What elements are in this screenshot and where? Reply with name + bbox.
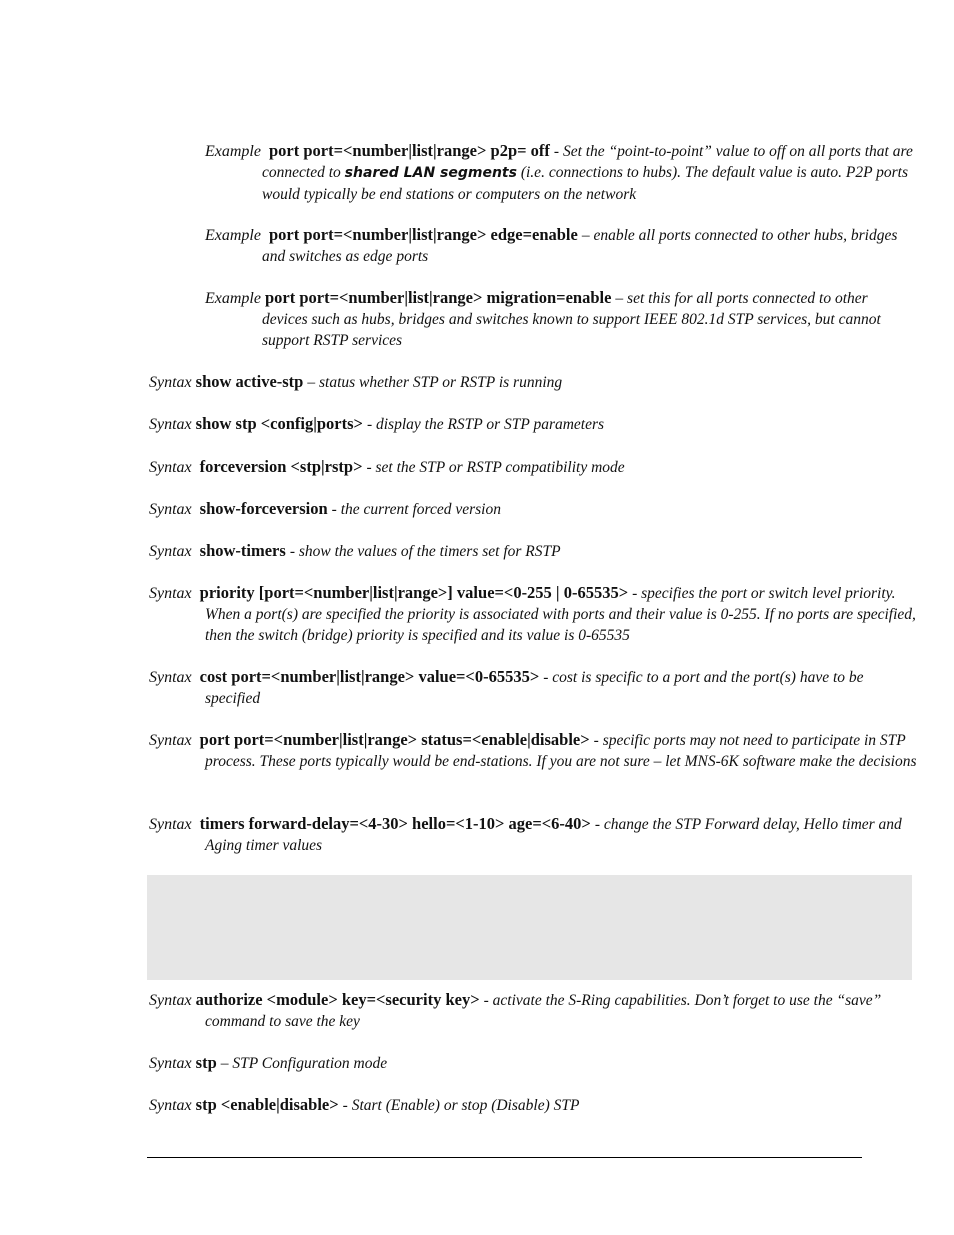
command-text: port port=<number|list|range> status=<enable|disable> (199, 730, 590, 749)
syntax-forceversion (149, 456, 917, 478)
description-text: (i.e. connections to hubs). The default value is auto. P2P ports would typically be end stations or computers on the network (262, 164, 909, 203)
description-text: - change the STP Forward delay, Hello timer and Aging timer values (205, 816, 902, 854)
syntax-show-stp (149, 413, 917, 435)
syntax-label: Syntax (149, 501, 192, 518)
syntax-label: Syntax (149, 992, 192, 1009)
emphasis-text: shared LAN segments (344, 165, 517, 181)
shaded-box (147, 875, 912, 980)
description-text: – enable all ports connected to other hubs, bridges and switches as edge ports (262, 227, 898, 265)
command-text: show-timers (199, 541, 286, 560)
syntax-port-status (149, 729, 917, 772)
footer-rule (147, 1157, 862, 1158)
syntax-stp (149, 1052, 917, 1074)
description-text: – set this for all ports connected to other devices such as hubs, bridges and switches known to support IEEE 802.1d STP services, but cannot support RSTP services (262, 290, 881, 349)
syntax-label: Syntax (149, 1055, 192, 1072)
syntax-show-forceversion (149, 498, 917, 520)
syntax-show-timers (149, 540, 917, 562)
description-text: - cost is specific to a port and the port(s) have to be specified (205, 669, 864, 707)
command-text: forceversion <stp|rstp> (199, 457, 363, 476)
syntax-label: Syntax (149, 459, 192, 476)
description-text: - activate the S-Ring capabilities. Don’t forget to use the “save” command to save the key (205, 992, 882, 1030)
syntax-show-active-stp (149, 371, 917, 393)
command-text: show active-stp (195, 372, 304, 391)
example-label: Example (205, 290, 261, 307)
command-text: show stp <config|ports> (195, 414, 363, 433)
command-text: timers forward-delay=<4-30> hello=<1-10> age=<6-40> (199, 814, 591, 833)
syntax-label: Syntax (149, 669, 192, 686)
description-text: - Set the “point-to-point” value to off on all ports that are connected to (262, 143, 913, 181)
syntax-label: Syntax (149, 543, 192, 560)
syntax-label: Syntax (149, 732, 192, 749)
command-text: stp (195, 1053, 217, 1072)
syntax-label: Syntax (149, 1097, 192, 1114)
description-text: - Start (Enable) or stop (Disable) STP (342, 1097, 580, 1114)
description-text: – status whether STP or RSTP is running (307, 374, 563, 391)
description-text: - set the STP or RSTP compatibility mode (366, 459, 625, 476)
command-text: priority [port=<number|list|range>] value=<0-255 | 0-65535> (199, 583, 629, 602)
syntax-label: Syntax (149, 374, 192, 391)
command-text: port port=<number|list|range> p2p= off (268, 141, 550, 160)
description-text: - display the RSTP or STP parameters (366, 416, 605, 433)
syntax-label: Syntax (149, 585, 192, 602)
syntax-label: Syntax (149, 416, 192, 433)
syntax-timers (149, 813, 917, 856)
syntax-priority (149, 582, 917, 646)
example-migration (205, 287, 917, 351)
command-text: port port=<number|list|range> migration=enable (264, 288, 612, 307)
command-text: port port=<number|list|range> edge=enable (268, 225, 578, 244)
description-text: - specific ports may not need to participate in STP process. These ports typically would be end-stations. If you are not sure – let MNS-6K software make the decisions (205, 732, 917, 770)
example-p2p (205, 140, 917, 205)
description-text: - show the values of the timers set for RSTP (289, 543, 561, 560)
example-label: Example (205, 227, 261, 244)
example-edge (205, 224, 917, 267)
command-text: stp <enable|disable> (195, 1095, 339, 1114)
syntax-cost (149, 666, 917, 709)
description-text: – STP Configuration mode (220, 1055, 388, 1072)
syntax-authorize (149, 989, 917, 1032)
command-text: show-forceversion (199, 499, 328, 518)
syntax-stp-enable (149, 1094, 917, 1116)
command-text: authorize <module> key=<security key> (195, 990, 480, 1009)
description-text: - the current forced version (331, 501, 501, 518)
example-label: Example (205, 143, 261, 160)
command-text: cost port=<number|list|range> value=<0-65535> (199, 667, 540, 686)
description-text: - specifies the port or switch level priority. When a port(s) are specified the priority is associated with ports and their value is 0-255. If no ports are specified, then the switch (bridge) priority is specified and its value is 0-65535 (205, 585, 916, 644)
syntax-label: Syntax (149, 816, 192, 833)
